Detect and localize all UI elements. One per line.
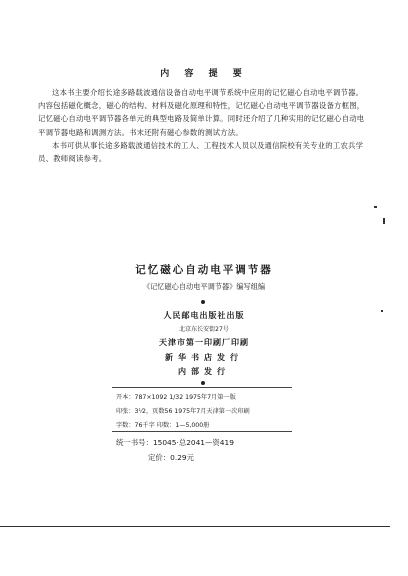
- divider: [112, 431, 292, 432]
- spec-format: 开本：787×1092 1/32 1975年7月第一版: [116, 394, 236, 401]
- book-editor: 《记忆磁心自动电平调节器》编写组编: [142, 282, 266, 291]
- publisher-address: 北京东长安街27号: [179, 326, 229, 333]
- summary-paragraph-2: 本书可供从事长途多路载波通信技术的工人、工程技术人员以及通信院校有关专业的工农兵学员、教师阅读参考。: [38, 140, 364, 164]
- distribution-scope: 内部发行: [178, 367, 230, 376]
- summary-body: [38, 86, 368, 165]
- summary-paragraph-1: 这本书主要介绍长途多路载波通信设备自动电平调节系统中应用的记忆磁心自动电平调节器。内容包括磁化概念，磁心的结构、材料及磁化原理和特性，记忆磁心自动电平调节器设备方框图，记忆磁心自动电平调节器各单元的典型电路及简单计算。同时还介绍了几种实用的记忆磁心自动电平调节器电路和调测方法。书末还附有磁心参数的测试方法。: [38, 88, 365, 137]
- separator-dot: [201, 381, 205, 385]
- spec-price: 定价：0.29元: [148, 453, 195, 462]
- divider: [112, 387, 292, 388]
- summary-heading: 内 容 提 要: [160, 69, 248, 79]
- spec-isbn: 统一书号：15045·总2041—资419: [116, 438, 234, 447]
- scan-edge-line: [0, 526, 390, 527]
- scan-speck: [383, 218, 385, 224]
- spec-words: 字数：76千字 印数：1—5,000册: [116, 422, 210, 429]
- printer: 天津市第一印刷厂印刷: [159, 338, 249, 347]
- separator-dot: [201, 300, 205, 304]
- book-title: 记忆磁心自动电平调节器: [135, 264, 273, 276]
- distributor: 新华书店发行: [165, 353, 243, 362]
- spec-sheets: 印张：3⅟2，页数56 1975年7月天津第一次印刷: [116, 408, 250, 415]
- scan-speck: [381, 310, 383, 312]
- scan-speck: [374, 206, 377, 208]
- publisher: 人民邮电出版社出版: [163, 311, 245, 320]
